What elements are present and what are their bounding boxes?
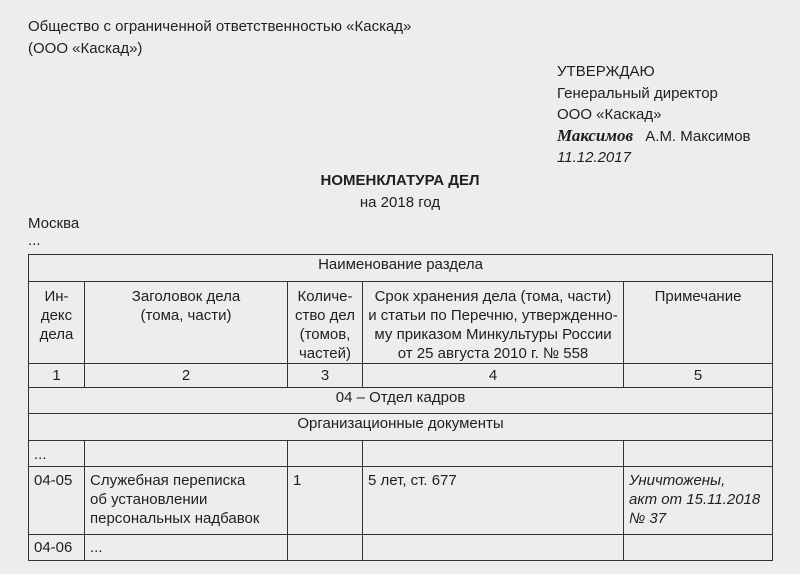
- table-row: [29, 467, 773, 535]
- approve-position: Генеральный директор: [557, 85, 718, 102]
- approve-title: УТВЕРЖДАЮ: [557, 63, 655, 80]
- col-number: 4: [363, 364, 624, 388]
- col-number: 3: [288, 364, 363, 388]
- approver-name: А.М. Максимов: [645, 128, 751, 145]
- col-number: 5: [624, 364, 773, 388]
- approve-date: 11.12.2017: [557, 149, 631, 166]
- org-short-name: (ООО «Каскад»): [28, 40, 143, 57]
- ellipsis: ...: [28, 232, 41, 249]
- city: Москва: [28, 215, 80, 232]
- header-title: Заголовок дела (тома, части): [85, 282, 288, 364]
- document-subtitle: на 2018 год: [359, 194, 441, 211]
- row-index: 04-05: [29, 467, 85, 535]
- org-name: Общество с ограниченной ответственностью «Каскад»: [28, 18, 412, 35]
- table-row: [29, 535, 773, 561]
- row-term: 5 лет, ст. 677: [363, 467, 624, 535]
- signature: Максимов: [557, 126, 634, 145]
- row-title: Служебная переписка об установлении персональных надбавок: [85, 467, 288, 535]
- header-term: Срок хранения дела (тома, части) и статьи по Перечню, утвержденно- му приказом Минкультуры России от 25 августа 2010 г. № 558: [363, 282, 624, 364]
- department-row: 04 – Отдел кадров: [29, 388, 773, 414]
- table-row: [29, 441, 773, 467]
- document-title: НОМЕНКЛАТУРА ДЕЛ: [320, 172, 480, 189]
- col-number: 1: [29, 364, 85, 388]
- approve-signature-line: [557, 126, 751, 147]
- row-note: Уничтожены, акт от 15.11.2018 № 37: [624, 467, 773, 535]
- nomenclature-table: [28, 254, 773, 561]
- approve-company: ООО «Каскад»: [557, 106, 662, 123]
- header-count: Количе- ство дел (томов, частей): [288, 282, 363, 364]
- header-index: Ин- декс дела: [29, 282, 85, 364]
- header-note: Примечание: [624, 282, 773, 364]
- col-number: 2: [85, 364, 288, 388]
- row-index: 04-06: [29, 535, 85, 561]
- row-ellipsis: ...: [29, 441, 85, 467]
- row-count: 1: [288, 467, 363, 535]
- section-header: Наименование раздела: [29, 255, 773, 282]
- row-title: ...: [85, 535, 288, 561]
- group-row: Организационные документы: [29, 414, 773, 441]
